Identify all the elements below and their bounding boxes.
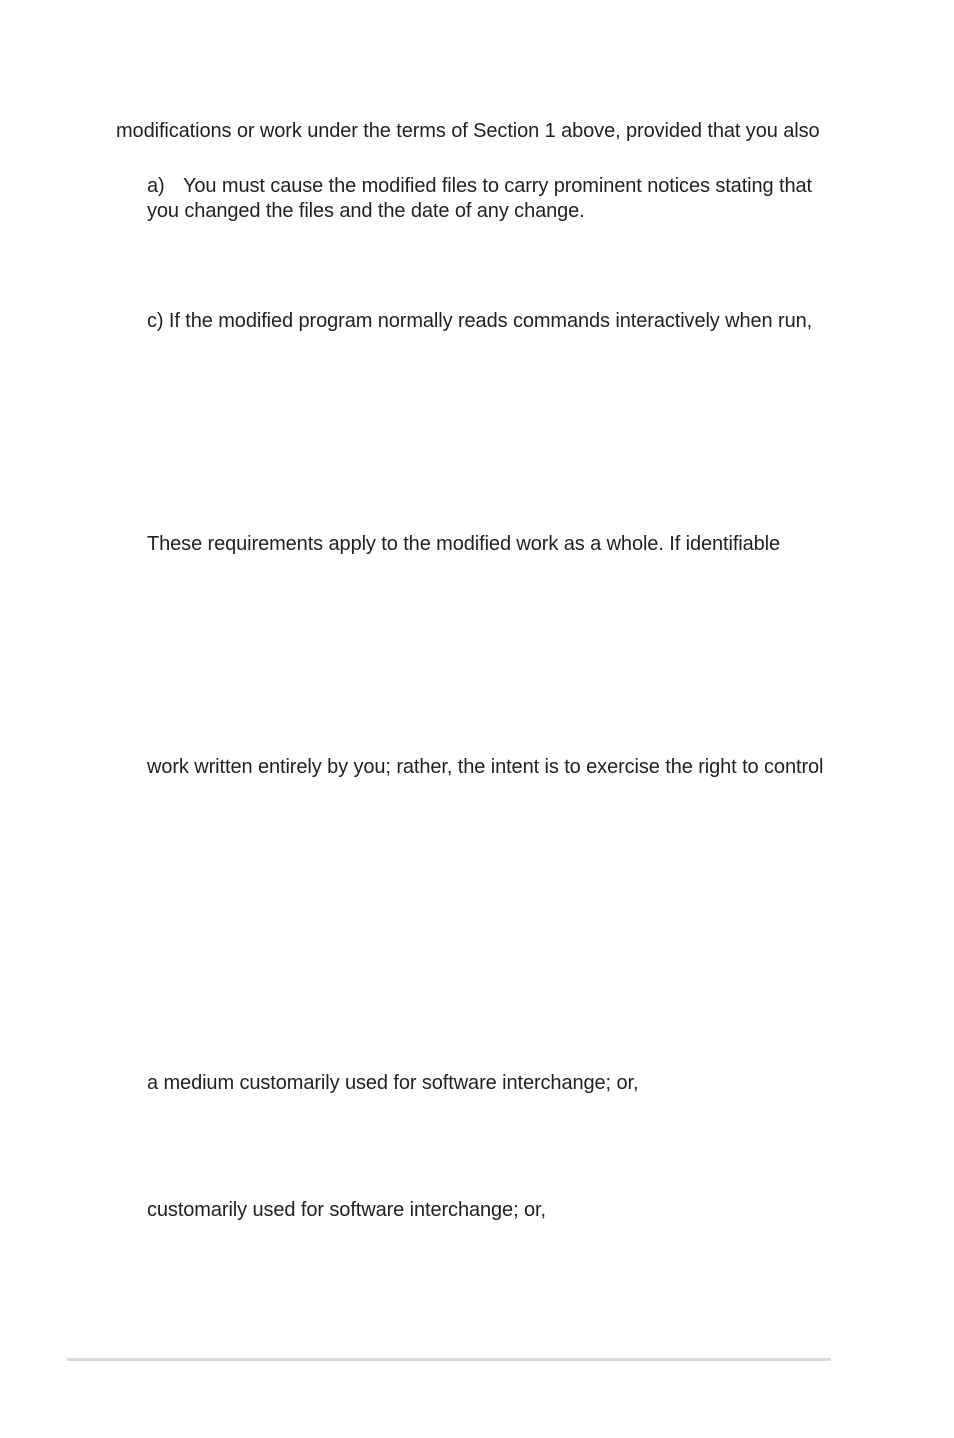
list-item-c: c) If the modified program normally reads commands interactively when run, xyxy=(147,310,813,332)
list-marker: a) xyxy=(147,175,165,197)
paragraph-line: a medium customarily used for software interchange; or, xyxy=(147,1072,639,1094)
list-item-a-continuation: you changed the files and the date of any change. xyxy=(147,200,585,222)
paragraph-line: modifications or work under the terms of Section 1 above, provided that you also xyxy=(116,120,820,142)
paragraph-line: customarily used for software interchange; or, xyxy=(147,1199,546,1221)
footer-divider xyxy=(67,1358,831,1361)
paragraph-line: These requirements apply to the modified work as a whole. If identifiable xyxy=(147,533,781,555)
list-item-a xyxy=(147,174,812,198)
paragraph-line: work written entirely by you; rather, the intent is to exercise the right to control xyxy=(147,756,824,778)
list-item-text: You must cause the modified files to carry prominent notices stating that xyxy=(183,175,812,197)
